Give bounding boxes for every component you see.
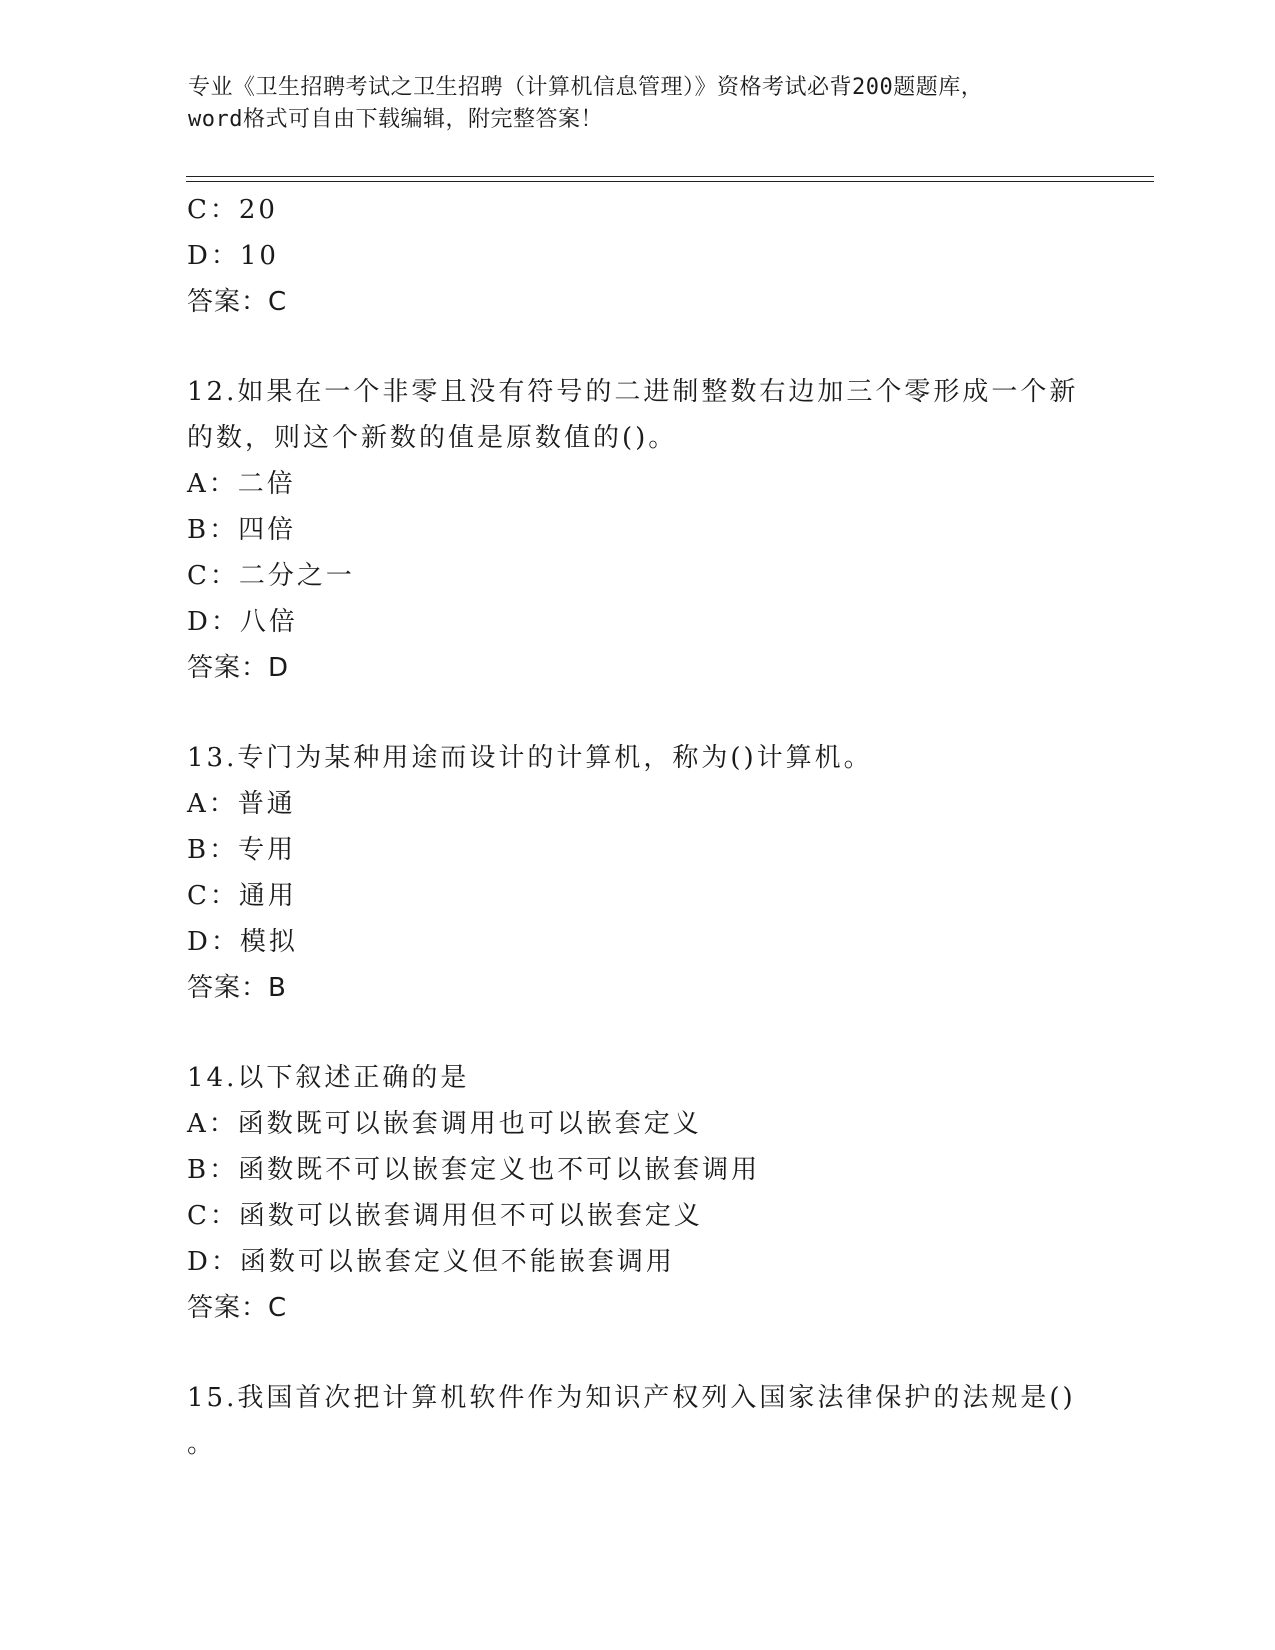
header-divider-bottom <box>186 181 1154 182</box>
question-list <box>187 187 1087 1467</box>
question-text: 的数，则这个新数的值是原数值的()。 <box>187 423 678 453</box>
spacer <box>187 1011 1087 1055</box>
option-c: C：通用 <box>187 881 297 911</box>
spacer <box>187 325 1087 369</box>
option-b: B：专用 <box>187 835 297 865</box>
question-text: 13.专门为某种用途而设计的计算机，称为()计算机。 <box>187 743 873 773</box>
option-d: D：10 <box>187 241 279 271</box>
option-d: D：八倍 <box>187 607 298 637</box>
question-13 <box>187 735 1087 1011</box>
option-d: D：模拟 <box>187 927 298 957</box>
document-header <box>188 72 1088 136</box>
option-a: A：二倍 <box>187 469 296 499</box>
header-title-line-2: word格式可自由下载编辑，附完整答案！ <box>188 107 603 132</box>
spacer <box>187 691 1087 735</box>
question-14 <box>187 1055 1087 1331</box>
question-11-continued <box>187 187 1087 325</box>
header-title-line-1: 专业《卫生招聘考试之卫生招聘（计算机信息管理）》资格考试必背200题题库， <box>188 75 984 100</box>
question-text: 14.以下叙述正确的是 <box>187 1063 470 1093</box>
option-a: A：普通 <box>187 789 296 819</box>
answer-line: 答案：C <box>187 1293 288 1323</box>
option-d: D：函数可以嵌套定义但不能嵌套调用 <box>187 1247 675 1277</box>
option-c: C：二分之一 <box>187 561 355 591</box>
spacer <box>187 1331 1087 1375</box>
option-c: C：20 <box>187 195 278 225</box>
option-a: A：函数既可以嵌套调用也可以嵌套定义 <box>187 1109 702 1139</box>
answer-line: 答案：C <box>187 287 288 317</box>
answer-line: 答案：D <box>187 653 290 683</box>
answer-line: 答案：B <box>187 973 287 1003</box>
question-text: 15.我国首次把计算机软件作为知识产权列入国家法律保护的法规是() <box>187 1383 1076 1413</box>
question-12 <box>187 369 1087 691</box>
header-divider-top <box>186 176 1154 177</box>
option-b: B：四倍 <box>187 515 297 545</box>
option-b: B：函数既不可以嵌套定义也不可以嵌套调用 <box>187 1155 761 1185</box>
question-15 <box>187 1375 1087 1467</box>
question-text: 12.如果在一个非零且没有符号的二进制整数右边加三个零形成一个新 <box>187 377 1079 407</box>
question-text: 。 <box>187 1429 217 1459</box>
option-c: C：函数可以嵌套调用但不可以嵌套定义 <box>187 1201 703 1231</box>
